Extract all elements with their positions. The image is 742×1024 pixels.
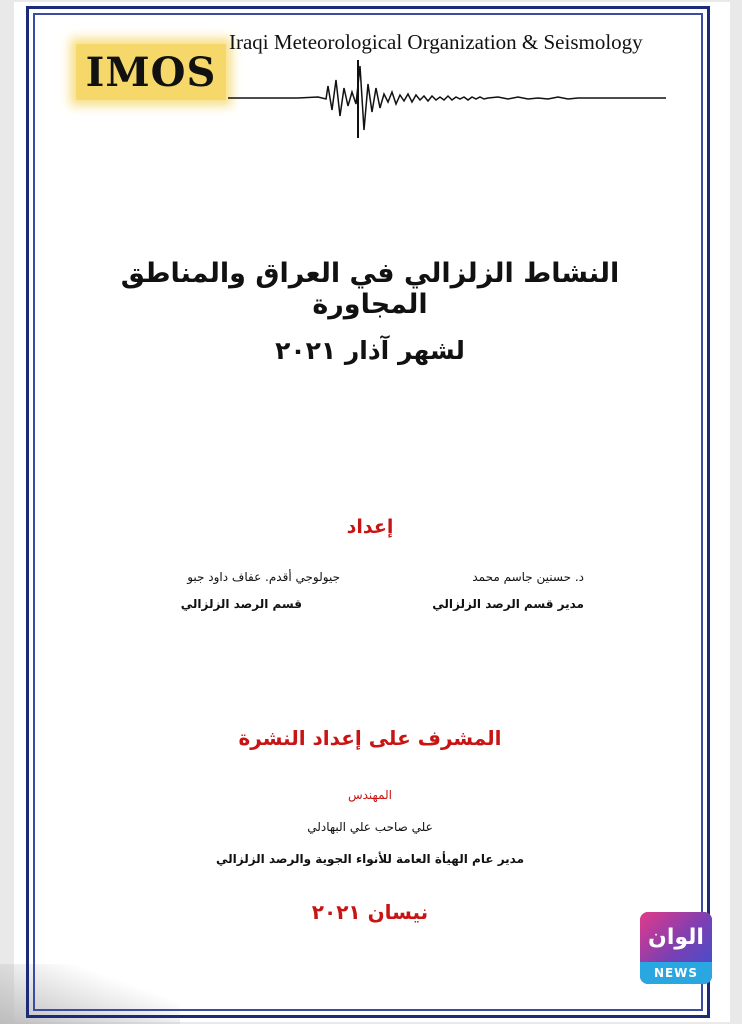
supervisor-name: علي صاحب علي البهادلي bbox=[307, 820, 433, 834]
logo-text: IMOS bbox=[85, 48, 217, 96]
seismogram-graphic bbox=[228, 58, 670, 140]
publication-date: نيسان ٢٠٢١ bbox=[311, 900, 429, 924]
author-2-name: جيولوجي أقدم. عفاف داود جبو bbox=[187, 570, 340, 584]
watermark-news-label: NEWS bbox=[640, 962, 712, 984]
report-title: النشاط الزلزالي في العراق والمناطق المجاورة bbox=[120, 258, 620, 320]
supervisor-title: مدير عام الهيأة العامة للأنواء الجوية والرصد الزلزالي bbox=[215, 852, 525, 866]
author-1-name: د. حسنين جاسم محمد bbox=[472, 570, 584, 584]
author-2-role: قسم الرصد الزلزالي bbox=[180, 597, 302, 611]
supervisor-label: المهندس bbox=[347, 788, 393, 802]
report-period: لشهر آذار ٢٠٢١ bbox=[275, 336, 465, 365]
prepared-by-heading: إعداد bbox=[346, 516, 394, 538]
organization-name: Iraqi Meteorological Organization & Seismology bbox=[229, 30, 643, 54]
supervisor-heading: المشرف على إعداد النشرة bbox=[238, 726, 502, 750]
author-1-role: مدير قسم الرصد الزلزالي bbox=[432, 597, 584, 611]
news-watermark-logo bbox=[640, 912, 712, 984]
watermark-brand: الوان bbox=[640, 912, 712, 962]
imos-logo bbox=[76, 44, 226, 100]
